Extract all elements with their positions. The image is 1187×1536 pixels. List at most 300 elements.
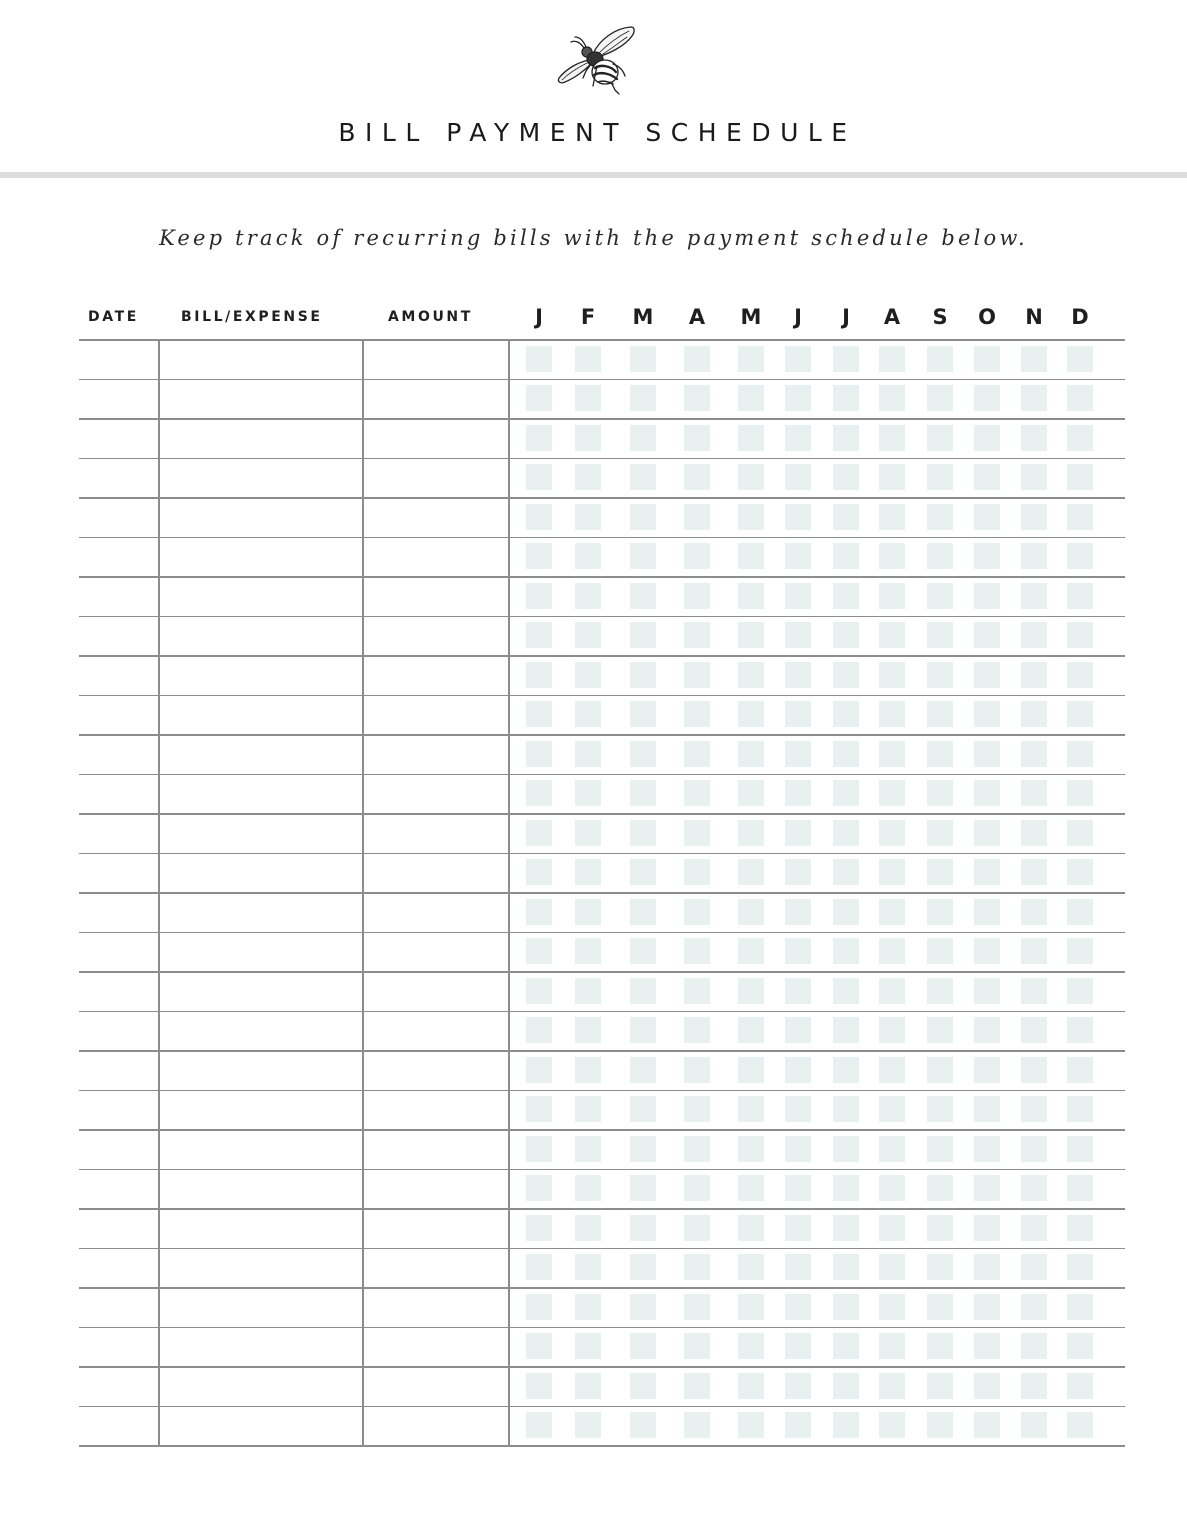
month-checkbox[interactable] bbox=[927, 662, 953, 688]
month-checkbox[interactable] bbox=[927, 425, 953, 451]
month-checkbox[interactable] bbox=[575, 1215, 601, 1241]
month-checkbox[interactable] bbox=[630, 385, 656, 411]
month-checkbox[interactable] bbox=[974, 543, 1000, 569]
amount-cell[interactable] bbox=[364, 1131, 508, 1166]
month-checkbox[interactable] bbox=[879, 978, 905, 1004]
month-checkbox[interactable] bbox=[684, 1294, 710, 1320]
month-checkbox[interactable] bbox=[879, 622, 905, 648]
month-checkbox[interactable] bbox=[526, 662, 552, 688]
date-cell[interactable] bbox=[80, 420, 158, 455]
month-checkbox[interactable] bbox=[738, 899, 764, 925]
month-checkbox[interactable] bbox=[684, 820, 710, 846]
bill-expense-cell[interactable] bbox=[160, 1052, 362, 1087]
bill-expense-cell[interactable] bbox=[160, 539, 362, 574]
date-cell[interactable] bbox=[80, 1408, 158, 1443]
month-checkbox[interactable] bbox=[684, 938, 710, 964]
month-checkbox[interactable] bbox=[879, 1136, 905, 1162]
month-checkbox[interactable] bbox=[1021, 1096, 1047, 1122]
month-checkbox[interactable] bbox=[1067, 1175, 1093, 1201]
date-cell[interactable] bbox=[80, 815, 158, 850]
month-checkbox[interactable] bbox=[526, 1294, 552, 1320]
amount-cell[interactable] bbox=[364, 697, 508, 732]
month-checkbox[interactable] bbox=[974, 978, 1000, 1004]
month-checkbox[interactable] bbox=[738, 1373, 764, 1399]
month-checkbox[interactable] bbox=[927, 1215, 953, 1241]
month-checkbox[interactable] bbox=[927, 859, 953, 885]
amount-cell[interactable] bbox=[364, 1368, 508, 1403]
month-checkbox[interactable] bbox=[630, 1136, 656, 1162]
month-checkbox[interactable] bbox=[1067, 662, 1093, 688]
month-checkbox[interactable] bbox=[974, 662, 1000, 688]
month-checkbox[interactable] bbox=[1021, 820, 1047, 846]
month-checkbox[interactable] bbox=[879, 583, 905, 609]
month-checkbox[interactable] bbox=[785, 938, 811, 964]
month-checkbox[interactable] bbox=[526, 583, 552, 609]
month-checkbox[interactable] bbox=[630, 741, 656, 767]
month-checkbox[interactable] bbox=[684, 899, 710, 925]
month-checkbox[interactable] bbox=[630, 938, 656, 964]
month-checkbox[interactable] bbox=[1067, 1254, 1093, 1280]
month-checkbox[interactable] bbox=[526, 741, 552, 767]
month-checkbox[interactable] bbox=[974, 1017, 1000, 1043]
bill-expense-cell[interactable] bbox=[160, 776, 362, 811]
month-checkbox[interactable] bbox=[833, 543, 859, 569]
month-checkbox[interactable] bbox=[630, 1017, 656, 1043]
month-checkbox[interactable] bbox=[1021, 899, 1047, 925]
month-checkbox[interactable] bbox=[927, 1294, 953, 1320]
month-checkbox[interactable] bbox=[785, 662, 811, 688]
month-checkbox[interactable] bbox=[684, 1215, 710, 1241]
month-checkbox[interactable] bbox=[974, 701, 1000, 727]
month-checkbox[interactable] bbox=[927, 1175, 953, 1201]
month-checkbox[interactable] bbox=[785, 1175, 811, 1201]
month-checkbox[interactable] bbox=[526, 978, 552, 1004]
month-checkbox[interactable] bbox=[738, 741, 764, 767]
month-checkbox[interactable] bbox=[833, 899, 859, 925]
month-checkbox[interactable] bbox=[785, 504, 811, 530]
month-checkbox[interactable] bbox=[738, 1412, 764, 1438]
month-checkbox[interactable] bbox=[1067, 346, 1093, 372]
month-checkbox[interactable] bbox=[684, 1017, 710, 1043]
month-checkbox[interactable] bbox=[575, 1136, 601, 1162]
bill-expense-cell[interactable] bbox=[160, 1210, 362, 1245]
month-checkbox[interactable] bbox=[575, 504, 601, 530]
month-checkbox[interactable] bbox=[879, 425, 905, 451]
month-checkbox[interactable] bbox=[974, 1333, 1000, 1359]
month-checkbox[interactable] bbox=[833, 780, 859, 806]
bill-expense-cell[interactable] bbox=[160, 341, 362, 376]
month-checkbox[interactable] bbox=[927, 464, 953, 490]
month-checkbox[interactable] bbox=[974, 1136, 1000, 1162]
amount-cell[interactable] bbox=[364, 341, 508, 376]
month-checkbox[interactable] bbox=[575, 1017, 601, 1043]
month-checkbox[interactable] bbox=[927, 1373, 953, 1399]
month-checkbox[interactable] bbox=[1067, 464, 1093, 490]
month-checkbox[interactable] bbox=[630, 701, 656, 727]
date-cell[interactable] bbox=[80, 341, 158, 376]
month-checkbox[interactable] bbox=[833, 938, 859, 964]
month-checkbox[interactable] bbox=[785, 820, 811, 846]
month-checkbox[interactable] bbox=[879, 938, 905, 964]
month-checkbox[interactable] bbox=[575, 938, 601, 964]
date-cell[interactable] bbox=[80, 776, 158, 811]
month-checkbox[interactable] bbox=[630, 662, 656, 688]
amount-cell[interactable] bbox=[364, 1250, 508, 1285]
month-checkbox[interactable] bbox=[1067, 701, 1093, 727]
month-checkbox[interactable] bbox=[785, 464, 811, 490]
month-checkbox[interactable] bbox=[630, 1175, 656, 1201]
month-checkbox[interactable] bbox=[630, 1254, 656, 1280]
month-checkbox[interactable] bbox=[879, 346, 905, 372]
month-checkbox[interactable] bbox=[785, 1294, 811, 1320]
bill-expense-cell[interactable] bbox=[160, 1092, 362, 1127]
month-checkbox[interactable] bbox=[684, 543, 710, 569]
month-checkbox[interactable] bbox=[1067, 1017, 1093, 1043]
month-checkbox[interactable] bbox=[1021, 1057, 1047, 1083]
month-checkbox[interactable] bbox=[785, 1136, 811, 1162]
month-checkbox[interactable] bbox=[974, 780, 1000, 806]
month-checkbox[interactable] bbox=[879, 820, 905, 846]
month-checkbox[interactable] bbox=[738, 938, 764, 964]
month-checkbox[interactable] bbox=[785, 1096, 811, 1122]
month-checkbox[interactable] bbox=[974, 583, 1000, 609]
month-checkbox[interactable] bbox=[1021, 1136, 1047, 1162]
date-cell[interactable] bbox=[80, 973, 158, 1008]
month-checkbox[interactable] bbox=[974, 741, 1000, 767]
amount-cell[interactable] bbox=[364, 657, 508, 692]
month-checkbox[interactable] bbox=[575, 385, 601, 411]
month-checkbox[interactable] bbox=[526, 1057, 552, 1083]
month-checkbox[interactable] bbox=[738, 1057, 764, 1083]
month-checkbox[interactable] bbox=[785, 622, 811, 648]
month-checkbox[interactable] bbox=[684, 1333, 710, 1359]
month-checkbox[interactable] bbox=[738, 543, 764, 569]
bill-expense-cell[interactable] bbox=[160, 1289, 362, 1324]
month-checkbox[interactable] bbox=[1021, 662, 1047, 688]
date-cell[interactable] bbox=[80, 381, 158, 416]
month-checkbox[interactable] bbox=[684, 1254, 710, 1280]
month-checkbox[interactable] bbox=[684, 583, 710, 609]
month-checkbox[interactable] bbox=[526, 1017, 552, 1043]
bill-expense-cell[interactable] bbox=[160, 736, 362, 771]
month-checkbox[interactable] bbox=[575, 543, 601, 569]
amount-cell[interactable] bbox=[364, 578, 508, 613]
date-cell[interactable] bbox=[80, 1368, 158, 1403]
month-checkbox[interactable] bbox=[833, 1175, 859, 1201]
month-checkbox[interactable] bbox=[1067, 583, 1093, 609]
month-checkbox[interactable] bbox=[738, 1333, 764, 1359]
month-checkbox[interactable] bbox=[785, 346, 811, 372]
amount-cell[interactable] bbox=[364, 894, 508, 929]
date-cell[interactable] bbox=[80, 1329, 158, 1364]
month-checkbox[interactable] bbox=[575, 583, 601, 609]
month-checkbox[interactable] bbox=[526, 1333, 552, 1359]
date-cell[interactable] bbox=[80, 578, 158, 613]
bill-expense-cell[interactable] bbox=[160, 420, 362, 455]
month-checkbox[interactable] bbox=[684, 385, 710, 411]
month-checkbox[interactable] bbox=[1021, 1294, 1047, 1320]
month-checkbox[interactable] bbox=[1021, 1215, 1047, 1241]
month-checkbox[interactable] bbox=[879, 780, 905, 806]
month-checkbox[interactable] bbox=[575, 662, 601, 688]
month-checkbox[interactable] bbox=[927, 1333, 953, 1359]
month-checkbox[interactable] bbox=[575, 1175, 601, 1201]
month-checkbox[interactable] bbox=[630, 1096, 656, 1122]
month-checkbox[interactable] bbox=[526, 1215, 552, 1241]
month-checkbox[interactable] bbox=[927, 780, 953, 806]
bill-expense-cell[interactable] bbox=[160, 855, 362, 890]
month-checkbox[interactable] bbox=[684, 1175, 710, 1201]
month-checkbox[interactable] bbox=[738, 1215, 764, 1241]
month-checkbox[interactable] bbox=[833, 1096, 859, 1122]
month-checkbox[interactable] bbox=[879, 662, 905, 688]
month-checkbox[interactable] bbox=[1021, 425, 1047, 451]
month-checkbox[interactable] bbox=[1067, 425, 1093, 451]
month-checkbox[interactable] bbox=[575, 1254, 601, 1280]
month-checkbox[interactable] bbox=[833, 425, 859, 451]
month-checkbox[interactable] bbox=[974, 859, 1000, 885]
date-cell[interactable] bbox=[80, 618, 158, 653]
month-checkbox[interactable] bbox=[1021, 464, 1047, 490]
month-checkbox[interactable] bbox=[785, 1017, 811, 1043]
month-checkbox[interactable] bbox=[575, 820, 601, 846]
month-checkbox[interactable] bbox=[738, 385, 764, 411]
date-cell[interactable] bbox=[80, 1092, 158, 1127]
bill-expense-cell[interactable] bbox=[160, 499, 362, 534]
month-checkbox[interactable] bbox=[833, 662, 859, 688]
month-checkbox[interactable] bbox=[879, 1215, 905, 1241]
month-checkbox[interactable] bbox=[785, 543, 811, 569]
month-checkbox[interactable] bbox=[684, 504, 710, 530]
month-checkbox[interactable] bbox=[738, 1254, 764, 1280]
month-checkbox[interactable] bbox=[575, 701, 601, 727]
month-checkbox[interactable] bbox=[526, 385, 552, 411]
month-checkbox[interactable] bbox=[526, 504, 552, 530]
month-checkbox[interactable] bbox=[1021, 622, 1047, 648]
month-checkbox[interactable] bbox=[974, 1373, 1000, 1399]
month-checkbox[interactable] bbox=[1021, 859, 1047, 885]
month-checkbox[interactable] bbox=[785, 1215, 811, 1241]
month-checkbox[interactable] bbox=[1021, 504, 1047, 530]
amount-cell[interactable] bbox=[364, 776, 508, 811]
month-checkbox[interactable] bbox=[974, 1412, 1000, 1438]
bill-expense-cell[interactable] bbox=[160, 657, 362, 692]
month-checkbox[interactable] bbox=[738, 701, 764, 727]
month-checkbox[interactable] bbox=[833, 1294, 859, 1320]
month-checkbox[interactable] bbox=[1067, 622, 1093, 648]
month-checkbox[interactable] bbox=[879, 543, 905, 569]
month-checkbox[interactable] bbox=[833, 978, 859, 1004]
month-checkbox[interactable] bbox=[927, 820, 953, 846]
month-checkbox[interactable] bbox=[684, 662, 710, 688]
month-checkbox[interactable] bbox=[879, 859, 905, 885]
month-checkbox[interactable] bbox=[630, 464, 656, 490]
month-checkbox[interactable] bbox=[526, 1175, 552, 1201]
month-checkbox[interactable] bbox=[1021, 1254, 1047, 1280]
date-cell[interactable] bbox=[80, 1052, 158, 1087]
month-checkbox[interactable] bbox=[785, 780, 811, 806]
month-checkbox[interactable] bbox=[526, 425, 552, 451]
month-checkbox[interactable] bbox=[833, 859, 859, 885]
month-checkbox[interactable] bbox=[738, 662, 764, 688]
month-checkbox[interactable] bbox=[575, 859, 601, 885]
amount-cell[interactable] bbox=[364, 934, 508, 969]
month-checkbox[interactable] bbox=[630, 1215, 656, 1241]
month-checkbox[interactable] bbox=[575, 1333, 601, 1359]
month-checkbox[interactable] bbox=[785, 1254, 811, 1280]
month-checkbox[interactable] bbox=[1067, 899, 1093, 925]
month-checkbox[interactable] bbox=[833, 1412, 859, 1438]
month-checkbox[interactable] bbox=[738, 1136, 764, 1162]
month-checkbox[interactable] bbox=[833, 583, 859, 609]
month-checkbox[interactable] bbox=[1021, 1175, 1047, 1201]
month-checkbox[interactable] bbox=[630, 1333, 656, 1359]
month-checkbox[interactable] bbox=[1021, 938, 1047, 964]
month-checkbox[interactable] bbox=[526, 938, 552, 964]
month-checkbox[interactable] bbox=[879, 1412, 905, 1438]
month-checkbox[interactable] bbox=[785, 385, 811, 411]
month-checkbox[interactable] bbox=[927, 978, 953, 1004]
month-checkbox[interactable] bbox=[785, 583, 811, 609]
month-checkbox[interactable] bbox=[833, 1373, 859, 1399]
month-checkbox[interactable] bbox=[927, 1412, 953, 1438]
month-checkbox[interactable] bbox=[526, 346, 552, 372]
month-checkbox[interactable] bbox=[927, 701, 953, 727]
month-checkbox[interactable] bbox=[927, 938, 953, 964]
month-checkbox[interactable] bbox=[575, 346, 601, 372]
date-cell[interactable] bbox=[80, 934, 158, 969]
bill-expense-cell[interactable] bbox=[160, 381, 362, 416]
bill-expense-cell[interactable] bbox=[160, 1408, 362, 1443]
month-checkbox[interactable] bbox=[879, 1373, 905, 1399]
date-cell[interactable] bbox=[80, 460, 158, 495]
month-checkbox[interactable] bbox=[738, 583, 764, 609]
month-checkbox[interactable] bbox=[879, 1057, 905, 1083]
amount-cell[interactable] bbox=[364, 1052, 508, 1087]
month-checkbox[interactable] bbox=[526, 464, 552, 490]
month-checkbox[interactable] bbox=[575, 464, 601, 490]
month-checkbox[interactable] bbox=[1067, 385, 1093, 411]
month-checkbox[interactable] bbox=[879, 899, 905, 925]
amount-cell[interactable] bbox=[364, 618, 508, 653]
month-checkbox[interactable] bbox=[684, 1373, 710, 1399]
month-checkbox[interactable] bbox=[738, 859, 764, 885]
month-checkbox[interactable] bbox=[738, 1294, 764, 1320]
month-checkbox[interactable] bbox=[630, 543, 656, 569]
month-checkbox[interactable] bbox=[630, 346, 656, 372]
bill-expense-cell[interactable] bbox=[160, 1250, 362, 1285]
month-checkbox[interactable] bbox=[974, 622, 1000, 648]
month-checkbox[interactable] bbox=[785, 1057, 811, 1083]
month-checkbox[interactable] bbox=[1021, 701, 1047, 727]
month-checkbox[interactable] bbox=[927, 1057, 953, 1083]
month-checkbox[interactable] bbox=[833, 820, 859, 846]
month-checkbox[interactable] bbox=[526, 780, 552, 806]
amount-cell[interactable] bbox=[364, 420, 508, 455]
month-checkbox[interactable] bbox=[526, 859, 552, 885]
month-checkbox[interactable] bbox=[575, 780, 601, 806]
month-checkbox[interactable] bbox=[833, 701, 859, 727]
month-checkbox[interactable] bbox=[738, 820, 764, 846]
date-cell[interactable] bbox=[80, 657, 158, 692]
date-cell[interactable] bbox=[80, 1171, 158, 1206]
month-checkbox[interactable] bbox=[974, 1175, 1000, 1201]
month-checkbox[interactable] bbox=[630, 622, 656, 648]
bill-expense-cell[interactable] bbox=[160, 815, 362, 850]
month-checkbox[interactable] bbox=[575, 1412, 601, 1438]
month-checkbox[interactable] bbox=[879, 1333, 905, 1359]
month-checkbox[interactable] bbox=[630, 1412, 656, 1438]
month-checkbox[interactable] bbox=[630, 1373, 656, 1399]
month-checkbox[interactable] bbox=[974, 1294, 1000, 1320]
amount-cell[interactable] bbox=[364, 1092, 508, 1127]
month-checkbox[interactable] bbox=[1067, 780, 1093, 806]
month-checkbox[interactable] bbox=[974, 464, 1000, 490]
month-checkbox[interactable] bbox=[833, 464, 859, 490]
month-checkbox[interactable] bbox=[738, 464, 764, 490]
month-checkbox[interactable] bbox=[879, 385, 905, 411]
month-checkbox[interactable] bbox=[684, 464, 710, 490]
month-checkbox[interactable] bbox=[630, 859, 656, 885]
month-checkbox[interactable] bbox=[684, 425, 710, 451]
date-cell[interactable] bbox=[80, 539, 158, 574]
date-cell[interactable] bbox=[80, 499, 158, 534]
bill-expense-cell[interactable] bbox=[160, 578, 362, 613]
month-checkbox[interactable] bbox=[684, 346, 710, 372]
bill-expense-cell[interactable] bbox=[160, 618, 362, 653]
month-checkbox[interactable] bbox=[879, 1017, 905, 1043]
month-checkbox[interactable] bbox=[1021, 978, 1047, 1004]
month-checkbox[interactable] bbox=[974, 425, 1000, 451]
date-cell[interactable] bbox=[80, 1013, 158, 1048]
month-checkbox[interactable] bbox=[927, 741, 953, 767]
month-checkbox[interactable] bbox=[785, 425, 811, 451]
month-checkbox[interactable] bbox=[879, 504, 905, 530]
date-cell[interactable] bbox=[80, 1289, 158, 1324]
amount-cell[interactable] bbox=[364, 381, 508, 416]
month-checkbox[interactable] bbox=[1021, 583, 1047, 609]
amount-cell[interactable] bbox=[364, 973, 508, 1008]
amount-cell[interactable] bbox=[364, 736, 508, 771]
month-checkbox[interactable] bbox=[630, 1294, 656, 1320]
month-checkbox[interactable] bbox=[1021, 1412, 1047, 1438]
month-checkbox[interactable] bbox=[1067, 741, 1093, 767]
month-checkbox[interactable] bbox=[974, 346, 1000, 372]
month-checkbox[interactable] bbox=[833, 1254, 859, 1280]
month-checkbox[interactable] bbox=[879, 1096, 905, 1122]
month-checkbox[interactable] bbox=[1067, 543, 1093, 569]
month-checkbox[interactable] bbox=[738, 1017, 764, 1043]
month-checkbox[interactable] bbox=[1067, 978, 1093, 1004]
month-checkbox[interactable] bbox=[927, 504, 953, 530]
date-cell[interactable] bbox=[80, 1131, 158, 1166]
month-checkbox[interactable] bbox=[1067, 1215, 1093, 1241]
month-checkbox[interactable] bbox=[1067, 938, 1093, 964]
month-checkbox[interactable] bbox=[738, 978, 764, 1004]
month-checkbox[interactable] bbox=[927, 385, 953, 411]
month-checkbox[interactable] bbox=[1067, 1412, 1093, 1438]
bill-expense-cell[interactable] bbox=[160, 460, 362, 495]
month-checkbox[interactable] bbox=[833, 504, 859, 530]
month-checkbox[interactable] bbox=[927, 346, 953, 372]
month-checkbox[interactable] bbox=[684, 1136, 710, 1162]
amount-cell[interactable] bbox=[364, 499, 508, 534]
month-checkbox[interactable] bbox=[833, 1057, 859, 1083]
month-checkbox[interactable] bbox=[1021, 1373, 1047, 1399]
month-checkbox[interactable] bbox=[833, 622, 859, 648]
bill-expense-cell[interactable] bbox=[160, 1013, 362, 1048]
month-checkbox[interactable] bbox=[738, 1096, 764, 1122]
